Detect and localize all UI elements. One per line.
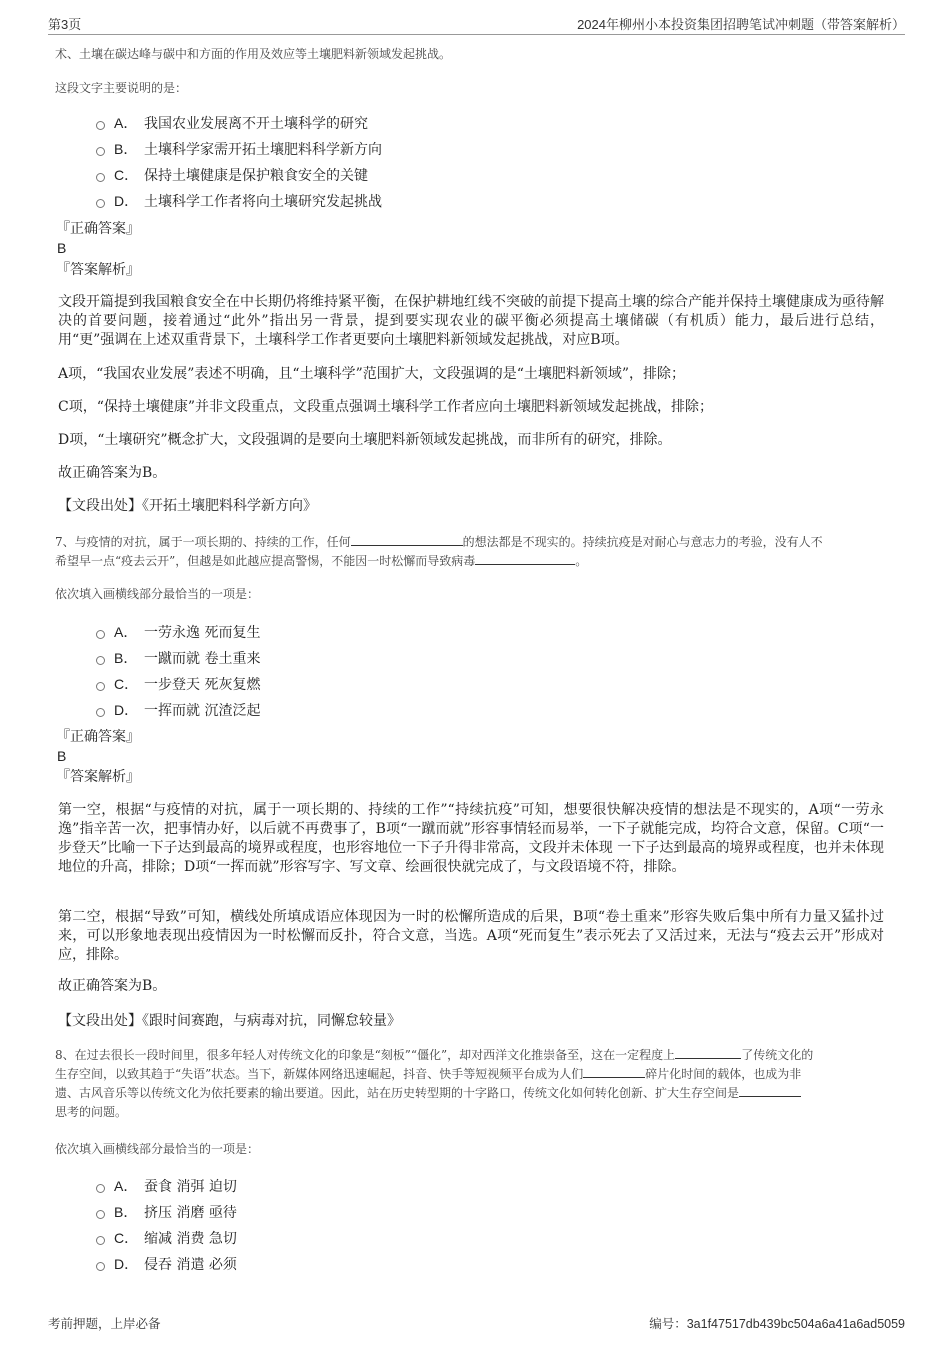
q7-source: 【文段出处】《跟时间赛跑，与病毒对抗，同懈怠较量》 bbox=[58, 1013, 401, 1029]
q7-text: 7、与疫情的对抗，属于一项长期的、持续的工作，任何 的想法都是不现实的。持续抗疫是对耐心与意志力的考验，没有人不 希望早一点“疫去云开”，但越是如此越应提高警惕，不能因一时松懈而导致病毒 。 bbox=[55, 535, 823, 568]
q6-text-tail: 术、土壤在碳达峰与碳中和方面的作用及效应等土壤肥料新领域发起挑战。 bbox=[55, 47, 452, 61]
q7-analysis-label: 『答案解析』 bbox=[56, 769, 140, 785]
page-number: 第3页 bbox=[48, 17, 82, 32]
q7-analysis-1: 第一空，根据“与疫情的对抗，属于一项长期的、持续的工作”“持续抗疫”可知，想要很快解决疫情的想法是不现实的，A项“一劳永逸”指辛苦一次，把事情办好，以后就不再费事了，B项“一蹴而就”形容事情轻而易举，一下子就能完成，均符合文意，保留。C项“一步登天”比喻一下子达到最高的境界或程度，也形容地位一下子升得非常高，文段并未体现 一下子达到最高的境界或程度，也并未体现地位的升高，排除；D项“一挥而就”形容写字、写文章、绘画很快就完成了，与文段语境不符，排除。 bbox=[58, 802, 884, 875]
document-title: 2024年柳州小本投资集团招聘笔试冲刺题（带答案解析） bbox=[577, 17, 905, 32]
q7-option-b[interactable]: B． 一蹴而就 卷土重来 bbox=[96, 645, 260, 671]
q7-option-c[interactable]: C． 一步登天 死灰复燃 bbox=[96, 671, 260, 697]
blank-line bbox=[583, 1065, 645, 1078]
footer-slogan: 考前押题，上岸必备 bbox=[48, 1317, 161, 1331]
q6-analysis-4: D项，“土壤研究”概念扩大，文段强调的是要向土壤肥料新领域发起挑战，而非所有的研究，排除。 bbox=[58, 432, 672, 448]
q7-prompt: 依次填入画横线部分最恰当的一项是： bbox=[55, 587, 260, 601]
radio-icon[interactable] bbox=[96, 1184, 105, 1193]
q6-answer-label: 『正确答案』 bbox=[56, 221, 140, 237]
document-code: 编号：3a1f47517db439bc504a6a41a6ad5059 bbox=[649, 1317, 905, 1331]
radio-icon[interactable] bbox=[96, 147, 105, 156]
q6-analysis-2: A项，“我国农业发展”表述不明确，且“土壤科学”范围扩大，文段强调的是“土壤肥料新领域”，排除； bbox=[58, 366, 686, 382]
q6-analysis-3: C项，“保持土壤健康”并非文段重点，文段重点强调土壤科学工作者应向土壤肥料新领域发起挑战，排除； bbox=[58, 399, 714, 415]
q7-answer: B bbox=[57, 748, 67, 764]
radio-icon[interactable] bbox=[96, 630, 105, 639]
q7-options bbox=[96, 619, 260, 723]
q6-option-c[interactable]: C． 保持土壤健康是保护粮食安全的关键 bbox=[96, 162, 382, 188]
blank-line bbox=[475, 552, 575, 565]
blank-line bbox=[739, 1084, 801, 1097]
q7-conclusion: 故正确答案为B。 bbox=[58, 978, 167, 994]
q6-prompt: 这段文字主要说明的是： bbox=[55, 81, 188, 95]
q8-options bbox=[96, 1173, 237, 1277]
page-footer bbox=[48, 1311, 905, 1331]
q7-analysis-2: 第二空，根据“导致”可知，横线处所填成语应体现因为一时的松懈所造成的后果，B项“卷土重来”形容失败后集中所有力量又猛扑过来，可以形象地表现出疫情因为一时松懈而反扑，符合文意，当选。A项“死而复生”表示死去了又活过来，无法与“疫去云开”形成对应，排除。 bbox=[58, 909, 884, 963]
q6-option-a[interactable]: A． 我国农业发展离不开土壤科学的研究 bbox=[96, 110, 382, 136]
q6-options bbox=[96, 110, 382, 214]
q6-analysis-label: 『答案解析』 bbox=[56, 262, 140, 278]
blank-line bbox=[351, 533, 463, 546]
q7-option-d[interactable]: D． 一挥而就 沉渣泛起 bbox=[96, 697, 260, 723]
q6-conclusion: 故正确答案为B。 bbox=[58, 465, 167, 481]
q6-answer: B bbox=[57, 240, 67, 256]
radio-icon[interactable] bbox=[96, 1236, 105, 1245]
q6-analysis-1: 文段开篇提到我国粮食安全在中长期仍将维持紧平衡，在保护耕地红线不突破的前提下提高土壤的综合产能并保持土壤健康成为亟待解决的首要问题，接着通过“此外”指出另一背景，提到要实现农业的碳平衡必须提高土壤储碳（有机质）能力，最后进行总结，用“更”强调在上述双重背景下，土壤科学工作者更要向土壤肥料新领域发起挑战，对应B项。 bbox=[58, 294, 884, 348]
radio-icon[interactable] bbox=[96, 1262, 105, 1271]
page-header bbox=[48, 12, 905, 35]
q8-option-c[interactable]: C． 缩减 消费 急切 bbox=[96, 1225, 237, 1251]
radio-icon[interactable] bbox=[96, 121, 105, 130]
q8-option-a[interactable]: A． 蚕食 消弭 迫切 bbox=[96, 1173, 237, 1199]
q7-option-a[interactable]: A． 一劳永逸 死而复生 bbox=[96, 619, 260, 645]
radio-icon[interactable] bbox=[96, 1210, 105, 1219]
radio-icon[interactable] bbox=[96, 173, 105, 182]
blank-line bbox=[675, 1046, 741, 1059]
q8-prompt: 依次填入画横线部分最恰当的一项是： bbox=[55, 1142, 260, 1156]
q6-option-d[interactable]: D． 土壤科学工作者将向土壤研究发起挑战 bbox=[96, 188, 382, 214]
radio-icon[interactable] bbox=[96, 199, 105, 208]
radio-icon[interactable] bbox=[96, 682, 105, 691]
q6-option-b[interactable]: B． 土壤科学家需开拓土壤肥料科学新方向 bbox=[96, 136, 382, 162]
q6-source: 【文段出处】《开拓土壤肥料科学新方向》 bbox=[58, 498, 317, 514]
q7-answer-label: 『正确答案』 bbox=[56, 729, 140, 745]
radio-icon[interactable] bbox=[96, 708, 105, 717]
q8-option-b[interactable]: B． 挤压 消磨 亟待 bbox=[96, 1199, 237, 1225]
q8-option-d[interactable]: D． 侵吞 消遣 必须 bbox=[96, 1251, 237, 1277]
radio-icon[interactable] bbox=[96, 656, 105, 665]
q8-text: 8、在过去很长一段时间里，很多年轻人对传统文化的印象是“刻板”“僵化”，却对西洋文化推崇备至，这在一定程度上 了传统文化的 生存空间，以致其趋于“失语”状态。当下，新媒体网络迅速崛起，抖音、快手等短视频平台成为人们 碎片化时间的载体，也成为非 遗、古风音乐等以传统文化为依托要素的输出要道。因此，站在历史转型期的十字路口，传统文化如何转化创新、扩大生存空间是 思考的问题。 bbox=[55, 1048, 814, 1119]
